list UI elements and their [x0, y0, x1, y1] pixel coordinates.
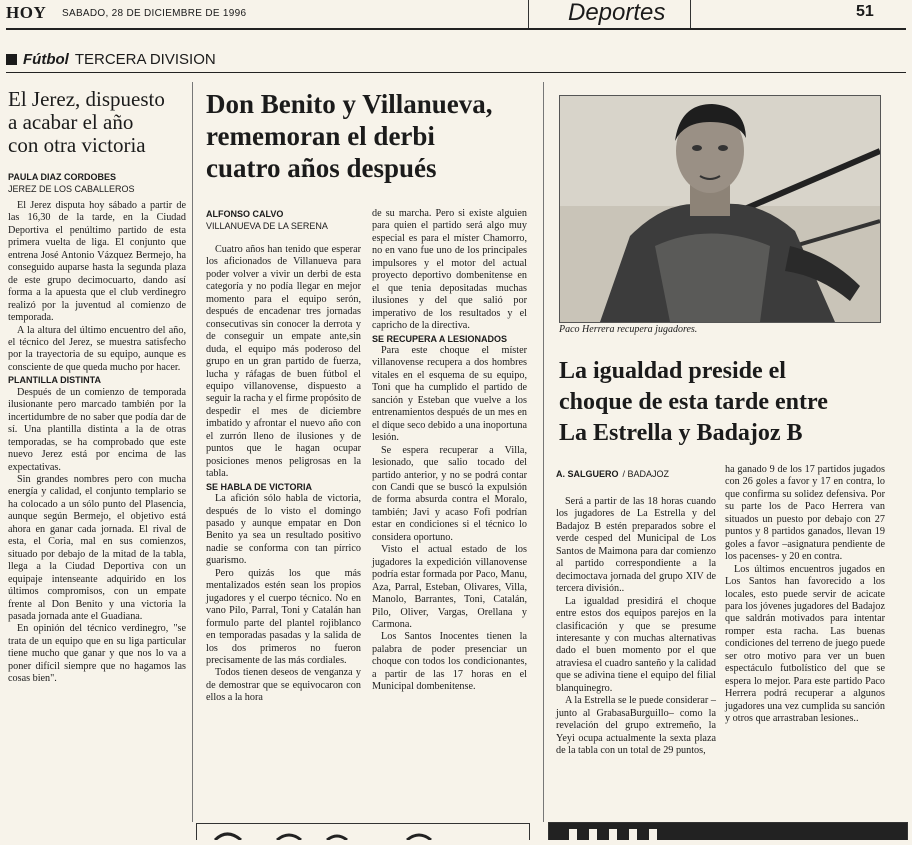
- headline-line: cuatro años después: [206, 153, 437, 183]
- paragraph: A la Estrella se le puede considerar –junto al GrabasaBurguillo– como la revelación del grupo extremeño, la Yeyi ocupa actualmente la sexta plaza de la tabla con un total de 29 puntos,: [556, 695, 716, 757]
- section-bar-bold: Fútbol: [23, 51, 69, 68]
- left-headline: [8, 88, 186, 157]
- left-subhead: PLANTILLA DISTINTA: [8, 375, 101, 386]
- center-place: VILLANUEVA DE LA SERENA: [206, 221, 328, 231]
- left-place: JEREZ DE LOS CABALLEROS: [8, 184, 135, 194]
- headline-line: choque de esta tarde entre: [559, 389, 828, 415]
- center-col-2: [372, 208, 527, 694]
- photo-illustration: [560, 96, 880, 322]
- right-col-2: [725, 464, 885, 726]
- section-title: Deportes: [568, 0, 666, 26]
- left-author: PAULA DIAZ CORDOBES: [8, 172, 116, 182]
- right-body-2: [725, 464, 885, 726]
- paragraph: La igualdad presidirá el choque entre estos dos equipos parejos en la clasificación y que se presume interesante y con muchas alternativas dado el buen momento por el que atraviesa el cuadro santeño y la calidad que se adivina tiene el equipo del filial blanquinegro.: [556, 595, 716, 694]
- center-body-1: [206, 244, 361, 705]
- paragraph: de su marcha. Pero si existe alguien para quien el partido será algo muy especial es para el míster Chamorro, no en vano fue uno de los principales impulsores y el motor del actual proyecto deportivo dombenitense en el que tenia depositadas muchas ilusiones y del que salió por imperativo de los resultados y el capricho de la directiva.: [372, 208, 527, 332]
- right-author: A. SALGUERO: [556, 469, 619, 479]
- right-byline: [556, 464, 716, 482]
- section-bar-rest: TERCERA DIVISION: [74, 51, 216, 68]
- right-headline: [559, 356, 904, 449]
- column-rule: [543, 82, 544, 822]
- bottom-ad-box: [548, 822, 908, 840]
- section-box-divider: [528, 0, 529, 28]
- bottom-ad-graphic: [197, 824, 529, 840]
- paragraph: Cuatro años han tenido que esperar los aficionados de Villanueva para poder volver a vivir un derbi de esta categoría y no podía llegar en mejor momento para el equipo serón, después de encadenar tres jornadas consecutivas sin conocer la derrota y de conseguir un empate ante,sin duda, el equipo más poderoso del grupo en un gran partido de fuerza, lucha y ráfagas de buen fútbol el equipo villanovense, dispuesto a seguir la racha y el firme propósito de despedir el mes de diciembre imbatido y afrontar el nuevo año con el zurrón lleno de ilusiones y de puntos que le hagan ocupar posiciones menos peligrosas en la tabla.: [206, 244, 361, 480]
- newspaper-logo: HOY: [6, 3, 47, 22]
- page-number: 51: [856, 3, 874, 20]
- center-subhead-2: SE RECUPERA A LESIONADOS: [372, 333, 508, 344]
- header-rule: [6, 28, 906, 30]
- headline-line: La igualdad preside el: [559, 358, 786, 384]
- headline-line: La Estrella y Badajoz B: [559, 420, 803, 446]
- left-body: [8, 200, 186, 686]
- headline-line: con otra victoria: [8, 133, 146, 157]
- paragraph: ha ganado 9 de los 17 partidos jugados con 26 goles a favor y 17 en contra, lo que confirma su solidez defensiva. Por su parte los de Paco Herrera van situados un puesto por debajo con 27 puntos y 8 partidos ganados, llevan 19 goles a favor –asignatura pendiente de los pacenses- y 20 en contra.: [725, 464, 885, 563]
- paragraph: Después de un comienzo de temporada ilusionante pero marcado también por la incertidumbre de no saber que podía dar de sí. Una plantilla distinta a la de otras temporadas, se ha comprobado que este nuevo Jerez está por encima de las expectativas.: [8, 386, 186, 473]
- square-bullet-icon: [6, 54, 17, 65]
- headline-line: El Jerez, dispuesto: [8, 87, 165, 111]
- section-box-divider: [690, 0, 691, 28]
- right-body-1: [556, 496, 716, 758]
- section-rule: [6, 72, 906, 73]
- player-photo: [559, 95, 881, 323]
- right-col-1: [556, 464, 716, 758]
- paragraph: A la altura del último encuentro del año, el técnico del Jerez, se muestra satisfecho por la trayectoria de su equipo, aunque es consciente de que queda mucho por hacer.: [8, 324, 186, 373]
- bottom-ad-box: [196, 823, 530, 840]
- paragraph: Será a partir de las 18 horas cuando los jugadores de La Estrella y del Badajoz B estén preparados sobre el verde cesped del Municipal de Los Santos de Maimona para dar comienzo al partido correspondiente a la decimoctava jornada del grupo XIV de tercera división..: [556, 496, 716, 595]
- headline-line: a acabar el año: [8, 110, 134, 134]
- section-bar: [6, 51, 216, 68]
- center-col-1: [206, 208, 361, 705]
- center-author: ALFONSO CALVO: [206, 209, 284, 219]
- paragraph: Sin grandes nombres pero con mucha energía y calidad, el conjunto templario se ha colocado a un sólo punto del Plasencia, aunque según Bermejo, el objetivo está ahora en ganar cada jornada. El rival de esta, el Coria, mal en sus comienzos, situado por debajo de la mitad de la tabla, llega a la Ciudad Deportiva con un equipaje intenseante adquirido en los últimos compromisos, con un empate frente al Don Benito y una victoria la pasada jornada ante el Guadiana.: [8, 473, 186, 622]
- paragraph: El Jerez disputa hoy sábado a partir de las 16,30 de la tarde, en la Ciudad Deportiva el penúltimo partido de esta primera vuelta de liga. El conjunto que entrena José Antonio Vázquez Bermejo, ha conseguido auparse hasta la segunda plaza de este grupo decimocuarto, dando así forma a la apuesta que el club verdinegro realizó por la juventud al comienzo de temporada.: [8, 200, 186, 324]
- center-subhead-1: SE HABLA DE VICTORIA: [206, 481, 313, 492]
- center-body-2: [372, 208, 527, 694]
- right-place: / BADAJOZ: [622, 469, 670, 479]
- paragraph: Para este choque el míster villanovense recupera a dos hombres vitales en el esquema de su equipo, Toni que ha cumplido el partido de sanción y Esteban que vuelve a los entrenamientos después de un mes en el dique seco debido a una inoportuna lesión.: [372, 344, 527, 444]
- paragraph: Pero quizás los que más mentalizados estén sean los propios jugadores y el cuerpo técnico. No en vano Pilo, Parral, Toni y Catalán han formulo parte del plantel rojiblanco en temporadas pasadas y la salida de los dos primeros no fueron precisamente de las más cordiales.: [206, 567, 361, 666]
- column-rule: [192, 82, 193, 822]
- paragraph: Se espera recuperar a Villa, lesionado, que salio tocado del partido anterior, y no se podrá contar con Candi que se buscó la expulsión de forma absurda contra el Moralo, también; Javi y acaso Fofi podrían estar en condiciones si el técnico lo considera oportuno.: [372, 444, 527, 543]
- headline-line: Don Benito y Villanueva,: [206, 89, 493, 119]
- paragraph: Todos tienen deseos de venganza y de demostrar que se equivocaron con ellos a la hora: [206, 667, 361, 704]
- bottom-ad-pattern: [549, 823, 907, 840]
- paragraph: En opinión del técnico verdinegro, "se trata de un equipo que en su liga particular tiene mucho que ganar y que nos lo va a poner difícil siempre que no hagamos las cosas bien".: [8, 623, 186, 685]
- headline-line: rememoran el derbi: [206, 121, 435, 151]
- paragraph: La afición sólo habla de victoria, después de lo visto el domingo pasado y aunque empatar en Don Benito ya sea un resultado positivo nadie se conforma con tan pírrico guarismo.: [206, 493, 361, 567]
- photo-caption: Paco Herrera recupera jugadores.: [559, 324, 698, 335]
- paragraph: Los Santos Inocentes tienen la palabra de poder presenciar un choque con todos los condicionantes, a partir de las 17 horas en el Municipal dombenitense.: [372, 631, 527, 693]
- paragraph: Visto el actual estado de los jugadores la expedición villanovense podría estar formada por Paco, Manu, Aza, Parral, Esteban, Olivares, Villa, Manolo, Barrantes, Toni, Catalán, Pilo, Oliver, Vargas, Orellana y Carmona.: [372, 544, 527, 630]
- center-headline: [206, 88, 536, 184]
- paragraph: Los últimos encuentros jugados en Los Santos han favorecido a los locales, esto puede servir de acicate para los jóvenes jugadores del Badajoz que saldrán motivados para intentar romper esta racha. Las buenas condiciones del terreno de juego puede ser otro motivo para ver un buen espectáculo futbolístico del que se espera lo mejor. Para este partido Paco Herrera podrá recuperar a algunos jugadores una vez cumplida su sanción y otros que arrastraban lesiones..: [725, 563, 885, 725]
- issue-date: SABADO, 28 DE DICIEMBRE DE 1996: [62, 8, 247, 19]
- left-article: [8, 88, 186, 686]
